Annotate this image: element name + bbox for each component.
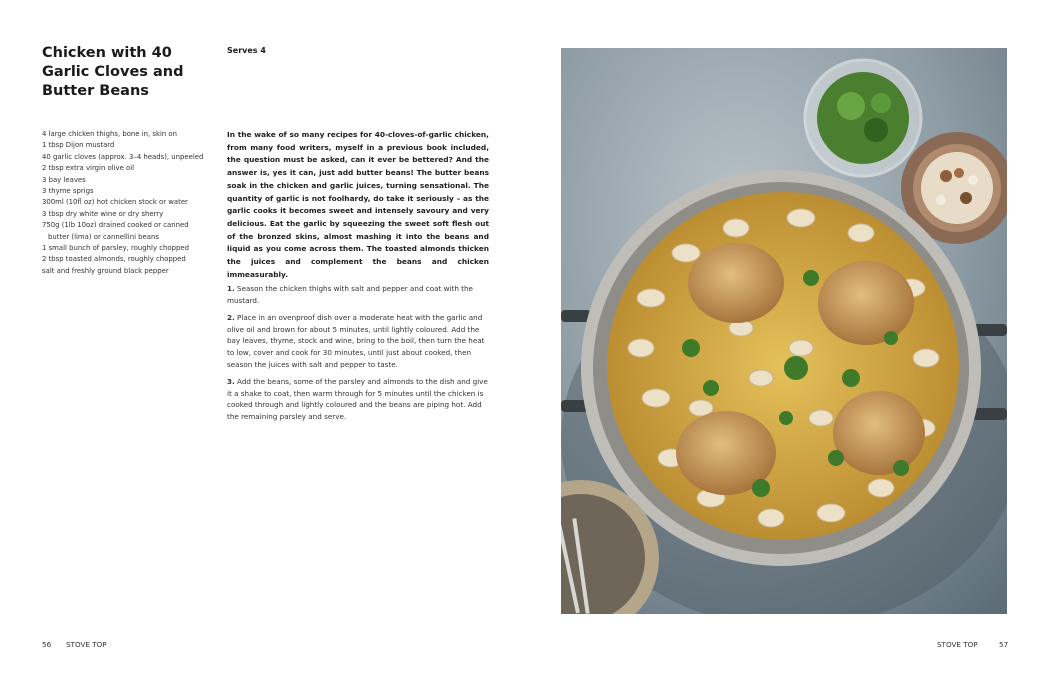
step-text: Add the beans, some of the parsley and almonds to the dish and give it a shake to coat, then warm through for 5 minutes until the chicken is cooked through and lightly coloured and the beans are piping hot. Add the remaining parsley and serve. [227,377,488,421]
pan [581,170,981,566]
ingredient-item: 3 bay leaves [42,175,86,184]
ingredient-item: 1 tbsp Dijon mustard [42,141,115,150]
recipe-title [42,44,212,101]
ingredient-item: 2 tbsp extra virgin olive oil [42,164,135,173]
title-line-3: Butter Beans [42,83,149,99]
serves-label: Serves 4 [227,46,266,55]
title-line-2: Garlic Cloves and [42,64,184,80]
ingredient-item: 4 large chicken thighs, bone in, skin on [42,130,178,138]
section-label-right: STOVE TOP [937,640,978,649]
food-photo-illustration [561,48,1007,614]
page-number-left: 56 [42,640,52,649]
step-text: Place in an ovenproof dish over a moderate heat with the garlic and olive oil and brown for about 5 minutes, until lightly coloured. Add the bay leaves, thyme, stock and wine, bring to the boil, then turn the heat to low, cover and cook for 30 minutes, until just about cooked, then season the juices with salt and pepper to taste. [227,313,485,369]
step-number: 1. [227,284,235,293]
ingredient-item: butter (lima) or cannellini beans [48,232,159,241]
section-label-left: STOVE TOP [66,640,107,649]
page-number-right: 57 [999,640,1009,649]
food-photo [561,48,1007,614]
ingredient-item: 1 small bunch of parsley, roughly chopped [42,244,189,253]
ingredient-item: 750g (1lb 10oz) drained cooked or canned [42,221,189,230]
ingredient-item: 3 tbsp dry white wine or dry sherry [42,209,164,218]
step-text: Season the chicken thighs with salt and pepper and coat with the mustard. [227,284,473,305]
title-line-1: Chicken with 40 [42,45,172,61]
ingredient-item: 3 thyme sprigs [42,187,94,196]
ingredient-item: 40 garlic cloves (approx. 3–4 heads), unpeeled [42,152,204,161]
step-number: 3. [227,377,235,387]
method-step [227,376,489,422]
step-number: 2. [227,313,235,323]
method-steps [227,283,489,429]
recipe-intro: In the wake of so many recipes for 40-cloves-of-garlic chicken, from many food writers, myself in a previous book included, the question must be asked, can it ever be bettered? And the answer is, yes it can, just add butter beans! The butter beans soak in the chicken and garlic juices, turning sensational. The quantity of garlic is not foolhardy, do take it seriously – as the garlic cooks it becomes sweet and intensely savoury and very delicious. Eat the garlic by squeezing the sweet soft flesh out of the bronzed skins, almost mashing it into the beans and liquid as you come across them. The toasted almonds thicken the juices and complement the beans and chicken immeasurably. [227,130,489,279]
ingredients-list [42,129,217,277]
method-step [227,312,489,370]
herb-bowl [805,60,921,176]
ingredient-item: 2 tbsp toasted almonds, roughly chopped [42,255,186,264]
ingredient-item: 300ml (10fl oz) hot chicken stock or water [42,198,188,207]
method-step [227,283,489,306]
ingredient-item: salt and freshly ground black pepper [42,266,169,275]
